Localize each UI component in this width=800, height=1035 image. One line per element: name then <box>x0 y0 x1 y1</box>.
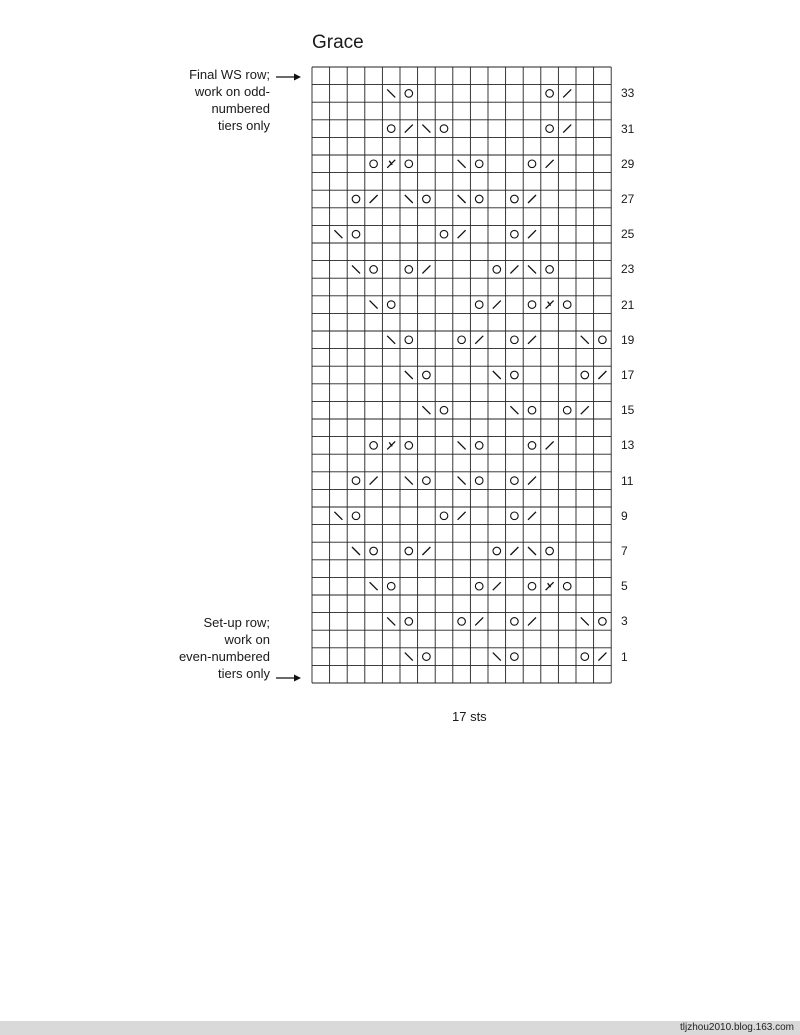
ssk-symbol <box>370 301 378 309</box>
yarn-over-symbol <box>352 230 360 238</box>
ssk-symbol <box>387 336 395 344</box>
arrow-head <box>294 74 301 81</box>
ssk-symbol <box>493 371 501 379</box>
k2tog-symbol <box>370 477 378 485</box>
yarn-over-symbol <box>405 442 413 450</box>
k2tog-symbol <box>405 125 413 133</box>
row-number: 3 <box>621 614 628 629</box>
k2tog-symbol <box>528 336 536 344</box>
ssk-symbol <box>405 195 413 203</box>
yarn-over-symbol <box>405 160 413 168</box>
note-line: even-numbered <box>178 649 270 664</box>
yarn-over-symbol <box>475 160 483 168</box>
yarn-over-symbol <box>387 125 395 133</box>
yarn-over-symbol <box>528 406 536 414</box>
ssk-symbol <box>405 653 413 661</box>
yarn-over-symbol <box>458 618 466 626</box>
k2tog-symbol <box>528 512 536 520</box>
k2tog-symbol <box>563 89 571 97</box>
yarn-over-symbol <box>370 266 378 274</box>
double-decrease-symbol <box>387 160 395 168</box>
ssk-symbol <box>493 653 501 661</box>
k2tog-symbol <box>475 617 483 625</box>
yarn-over-symbol <box>511 512 519 520</box>
yarn-over-symbol <box>370 442 378 450</box>
stitch-count: 17 sts <box>452 709 487 724</box>
yarn-over-symbol <box>546 90 554 98</box>
yarn-over-symbol <box>475 582 483 590</box>
ssk-symbol <box>458 477 466 485</box>
k2tog-symbol <box>598 653 606 661</box>
ssk-symbol <box>334 512 342 520</box>
ssk-symbol <box>458 160 466 168</box>
arrow-head <box>294 675 301 682</box>
k2tog-symbol <box>581 406 589 414</box>
yarn-over-symbol <box>352 195 360 203</box>
ssk-symbol <box>387 89 395 97</box>
row-number: 11 <box>621 473 634 488</box>
yarn-over-symbol <box>440 512 448 520</box>
row-number: 29 <box>621 156 635 171</box>
k2tog-symbol <box>422 547 430 555</box>
yarn-over-symbol <box>475 442 483 450</box>
yarn-over-symbol <box>511 618 519 626</box>
ssk-symbol <box>528 547 536 555</box>
k2tog-symbol <box>510 265 518 273</box>
row-number: 9 <box>621 508 628 523</box>
yarn-over-symbol <box>440 406 448 414</box>
row-number: 7 <box>621 544 628 558</box>
yarn-over-symbol <box>423 371 431 379</box>
row-number: 15 <box>621 403 635 418</box>
yarn-over-symbol <box>475 195 483 203</box>
k2tog-symbol <box>458 512 466 520</box>
row-number: 17 <box>621 368 635 382</box>
yarn-over-symbol <box>511 230 519 238</box>
ssk-symbol <box>422 406 430 414</box>
yarn-over-symbol <box>563 301 571 309</box>
yarn-over-symbol <box>563 582 571 590</box>
yarn-over-symbol <box>511 477 519 485</box>
note-line: Final WS row; <box>189 67 270 82</box>
yarn-over-symbol <box>493 266 501 274</box>
double-decrease-symbol <box>546 582 554 590</box>
ssk-symbol <box>387 617 395 625</box>
yarn-over-symbol <box>405 266 413 274</box>
yarn-over-symbol <box>475 477 483 485</box>
note-line: work on <box>224 632 270 647</box>
k2tog-symbol <box>475 336 483 344</box>
yarn-over-symbol <box>405 90 413 98</box>
row-number: 19 <box>621 332 635 347</box>
ssk-symbol <box>405 477 413 485</box>
yarn-over-symbol <box>387 582 395 590</box>
row-number: 33 <box>621 86 635 101</box>
ssk-symbol <box>510 406 518 414</box>
note-line: numbered <box>211 101 270 116</box>
watermark: tljzhou2010.blog.163.com <box>680 1022 794 1033</box>
chart-title: Grace <box>312 32 364 53</box>
k2tog-symbol <box>546 441 554 449</box>
ssk-symbol <box>352 265 360 273</box>
row-number: 25 <box>621 227 635 242</box>
yarn-over-symbol <box>493 547 501 555</box>
k2tog-symbol <box>528 477 536 485</box>
double-decrease-symbol <box>387 441 395 449</box>
ssk-symbol <box>352 547 360 555</box>
arrow-icons <box>276 74 301 682</box>
k2tog-symbol <box>493 301 501 309</box>
row-number: 21 <box>621 297 635 312</box>
ssk-symbol <box>458 195 466 203</box>
ssk-symbol <box>458 441 466 449</box>
yarn-over-symbol <box>511 195 519 203</box>
yarn-over-symbol <box>440 230 448 238</box>
yarn-over-symbol <box>528 160 536 168</box>
yarn-over-symbol <box>423 477 431 485</box>
ssk-symbol <box>528 265 536 273</box>
yarn-over-symbol <box>599 336 607 344</box>
arrow-right-icon <box>276 675 301 682</box>
arrow-right-icon <box>276 74 301 81</box>
yarn-over-symbol <box>405 336 413 344</box>
row-number: 13 <box>621 438 635 453</box>
ssk-symbol <box>581 336 589 344</box>
yarn-over-symbol <box>440 125 448 133</box>
ssk-symbol <box>334 230 342 238</box>
yarn-over-symbol <box>546 125 554 133</box>
yarn-over-symbol <box>423 195 431 203</box>
yarn-over-symbol <box>528 582 536 590</box>
note-line: Set-up row; <box>203 615 270 630</box>
yarn-over-symbol <box>581 653 589 661</box>
ssk-symbol <box>405 371 413 379</box>
k2tog-symbol <box>598 371 606 379</box>
yarn-over-symbol <box>546 266 554 274</box>
row-number: 1 <box>621 649 628 664</box>
yarn-over-symbol <box>528 442 536 450</box>
yarn-over-symbol <box>387 301 395 309</box>
note-line: tiers only <box>217 118 270 133</box>
k2tog-symbol <box>528 230 536 238</box>
yarn-over-symbol <box>370 160 378 168</box>
row-number: 31 <box>621 121 635 136</box>
yarn-over-symbol <box>511 653 519 661</box>
k2tog-symbol <box>546 160 554 168</box>
yarn-over-symbol <box>528 301 536 309</box>
row-number: 23 <box>621 262 635 277</box>
yarn-over-symbol <box>352 512 360 520</box>
yarn-over-symbol <box>511 336 519 344</box>
k2tog-symbol <box>528 617 536 625</box>
yarn-over-symbol <box>599 618 607 626</box>
yarn-over-symbol <box>511 371 519 379</box>
yarn-over-symbol <box>458 336 466 344</box>
k2tog-symbol <box>563 125 571 133</box>
ssk-symbol <box>370 582 378 590</box>
yarn-over-symbol <box>352 477 360 485</box>
note-line: work on odd- <box>194 84 270 99</box>
yarn-over-symbol <box>423 653 431 661</box>
double-decrease-symbol <box>546 301 554 309</box>
yarn-over-symbol <box>581 371 589 379</box>
row-number: 5 <box>621 579 628 594</box>
chart-grid <box>312 67 611 683</box>
k2tog-symbol <box>422 265 430 273</box>
yarn-over-symbol <box>475 301 483 309</box>
yarn-over-symbol <box>405 618 413 626</box>
k2tog-symbol <box>493 582 501 590</box>
k2tog-symbol <box>510 547 518 555</box>
yarn-over-symbol <box>405 547 413 555</box>
yarn-over-symbol <box>370 547 378 555</box>
k2tog-symbol <box>370 195 378 203</box>
row-number: 27 <box>621 192 635 206</box>
yarn-over-symbol <box>563 406 571 414</box>
note-line: tiers only <box>217 666 270 681</box>
yarn-over-symbol <box>546 547 554 555</box>
k2tog-symbol <box>458 230 466 238</box>
k2tog-symbol <box>528 195 536 203</box>
ssk-symbol <box>422 125 430 133</box>
ssk-symbol <box>581 617 589 625</box>
